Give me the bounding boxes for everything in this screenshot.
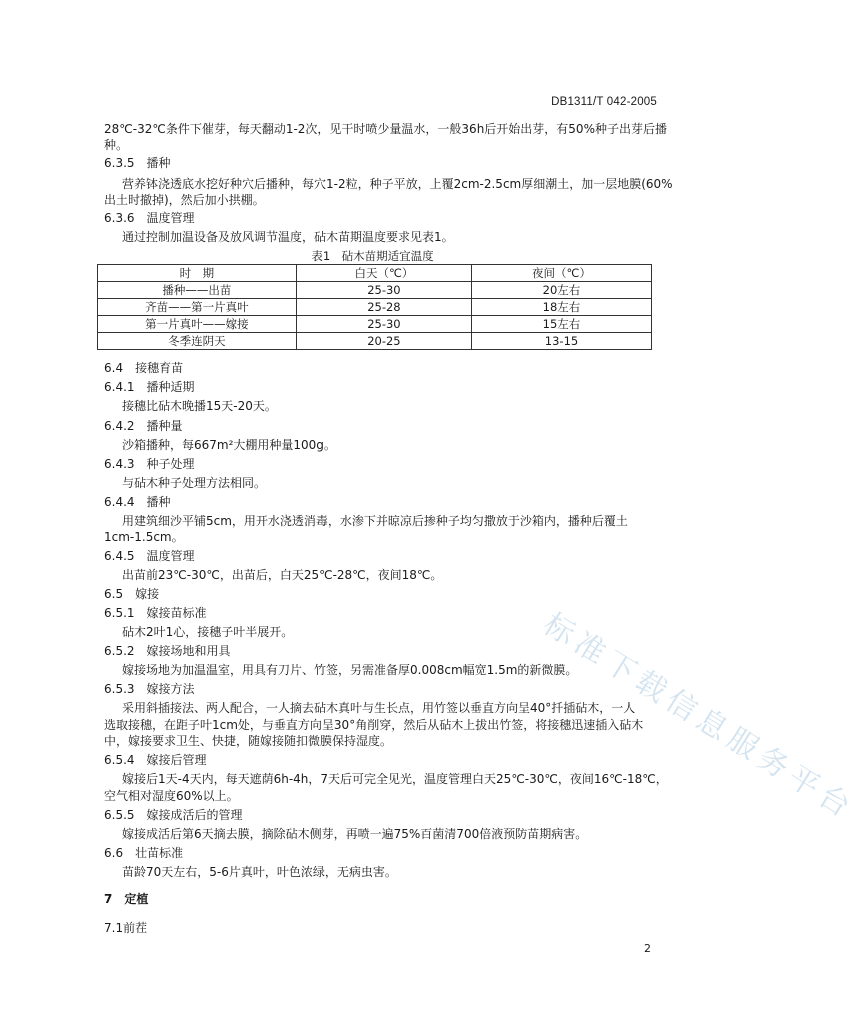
- section-heading: 6.5 嫁接: [104, 587, 160, 601]
- body-text-line: 选取接穗，在距子叶1cm处，与垂直方向呈30°角削穿，然后从砧木上拔出竹签，将接穗迅速插入砧木: [104, 718, 644, 732]
- body-text-line: 沙箱播种，每667m²大棚用种量100g。: [122, 438, 336, 452]
- body-text-line: 苗龄70天左右，5-6片真叶，叶色浓绿，无病虫害。: [122, 865, 397, 879]
- table-cell: 20-25: [296, 333, 471, 350]
- body-text-line: 嫁接场地为加温温室，用具有刀片、竹签，另需准备厚0.008cm幅宽1.5m的新微膜。: [122, 663, 578, 677]
- body-text-line: 与砧木种子处理方法相同。: [122, 476, 267, 490]
- temperature-table: [97, 264, 652, 350]
- section-heading: 6.3.6 温度管理: [104, 211, 195, 225]
- table-cell: 25-30: [296, 316, 471, 333]
- body-text-line: 用建筑细沙平铺5cm，用开水浇透消毒，水渗下并晾凉后掺种子均匀撒放于沙箱内，播种后覆土: [122, 514, 628, 528]
- section-heading: 6.5.1 嫁接苗标准: [104, 606, 207, 620]
- table-cell: 第一片真叶——嫁接: [98, 316, 297, 333]
- section-heading: 6.4 接穗育苗: [104, 361, 184, 375]
- section-heading: 6.5.4 嫁接后管理: [104, 753, 207, 767]
- section-heading: 6.4.2 播种量: [104, 419, 183, 433]
- section-heading: 6.3.5 播种: [104, 156, 171, 170]
- table-cell: 25-30: [296, 282, 471, 299]
- section-heading: 6.5.2 嫁接场地和用具: [104, 644, 231, 658]
- section-heading: 6.4.1 播种适期: [104, 380, 195, 394]
- section-heading: 6.5.3 嫁接方法: [104, 682, 195, 696]
- table-cell: 冬季连阴天: [98, 333, 297, 350]
- table-cell: 13-15: [472, 333, 652, 350]
- section-heading: 6.4.3 种子处理: [104, 457, 195, 471]
- table-row: [98, 316, 652, 333]
- body-text-line: 营养钵浇透底水挖好种穴后播种，每穴1-2粒，种子平放，上覆2cm-2.5cm厚细潮土，加一层地膜(60%: [122, 177, 673, 191]
- section-heading: 6.4.4 播种: [104, 495, 171, 509]
- table-row: [98, 299, 652, 316]
- body-text-line: 28℃-32℃条件下催芽，每天翻动1-2次，见干时喷少量温水，一般36h后开始出芽，有50%种子出芽后播: [104, 122, 667, 136]
- body-text-line: 通过控制加温设备及放风调节温度，砧木苗期温度要求见表1。: [122, 230, 454, 244]
- table-cell: 播种——出苗: [98, 282, 297, 299]
- table-row: [98, 333, 652, 350]
- table-cell: 20左右: [472, 282, 652, 299]
- body-text-line: 中，嫁接要求卫生、快捷，随嫁接随扣微膜保持湿度。: [104, 734, 393, 748]
- body-text-line: 出土时撤掉)，然后加小拱棚。: [104, 193, 265, 207]
- table-cell: 齐苗——第一片真叶: [98, 299, 297, 316]
- body-text-line: 1cm-1.5cm。: [104, 530, 184, 544]
- section-heading: 7.1前茬: [104, 921, 148, 935]
- body-text-line: 砧木2叶1心，接穗子叶半展开。: [122, 625, 294, 639]
- table-caption: 表1 砧木苗期适宜温度: [311, 249, 434, 263]
- section-heading: 6.6 壮苗标准: [104, 846, 184, 860]
- body-text-line: 空气相对湿度60%以上。: [104, 789, 239, 803]
- table-cell: 15左右: [472, 316, 652, 333]
- section-heading: 6.5.5 嫁接成活后的管理: [104, 808, 243, 822]
- table-cell: 18左右: [472, 299, 652, 316]
- header-day: 白天（℃）: [296, 265, 471, 282]
- body-text-line: 出苗前23℃-30℃，出苗后，白天25℃-28℃，夜间18℃。: [122, 568, 443, 582]
- table-cell: 25-28: [296, 299, 471, 316]
- header-night: 夜间（℃）: [472, 265, 652, 282]
- section-heading: 7 定植: [104, 892, 149, 906]
- document-code: DB1311/T 042-2005: [551, 96, 657, 108]
- body-text-line: 接穗比砧木晚播15天-20天。: [122, 399, 277, 413]
- body-text-line: 种。: [104, 138, 129, 152]
- page-number: 2: [644, 942, 651, 955]
- table-header-row: [98, 265, 652, 282]
- body-text-line: 嫁接后1天-4天内，每天遮荫6h-4h，7天后可完全见光，温度管理白天25℃-30℃，夜间16℃-18℃，: [122, 772, 668, 786]
- header-period: 时 期: [98, 265, 297, 282]
- watermark: 标准下载信息服务平台: [537, 606, 862, 828]
- section-heading: 6.4.5 温度管理: [104, 549, 195, 563]
- body-text-line: 采用斜插接法、两人配合，一人摘去砧木真叶与生长点，用竹签以垂直方向呈40°扦插砧木，一人: [122, 701, 636, 715]
- table-row: [98, 282, 652, 299]
- body-text-line: 嫁接成活后第6天摘去膜，摘除砧木侧芽，再喷一遍75%百菌清700倍液预防苗期病害。: [122, 827, 588, 841]
